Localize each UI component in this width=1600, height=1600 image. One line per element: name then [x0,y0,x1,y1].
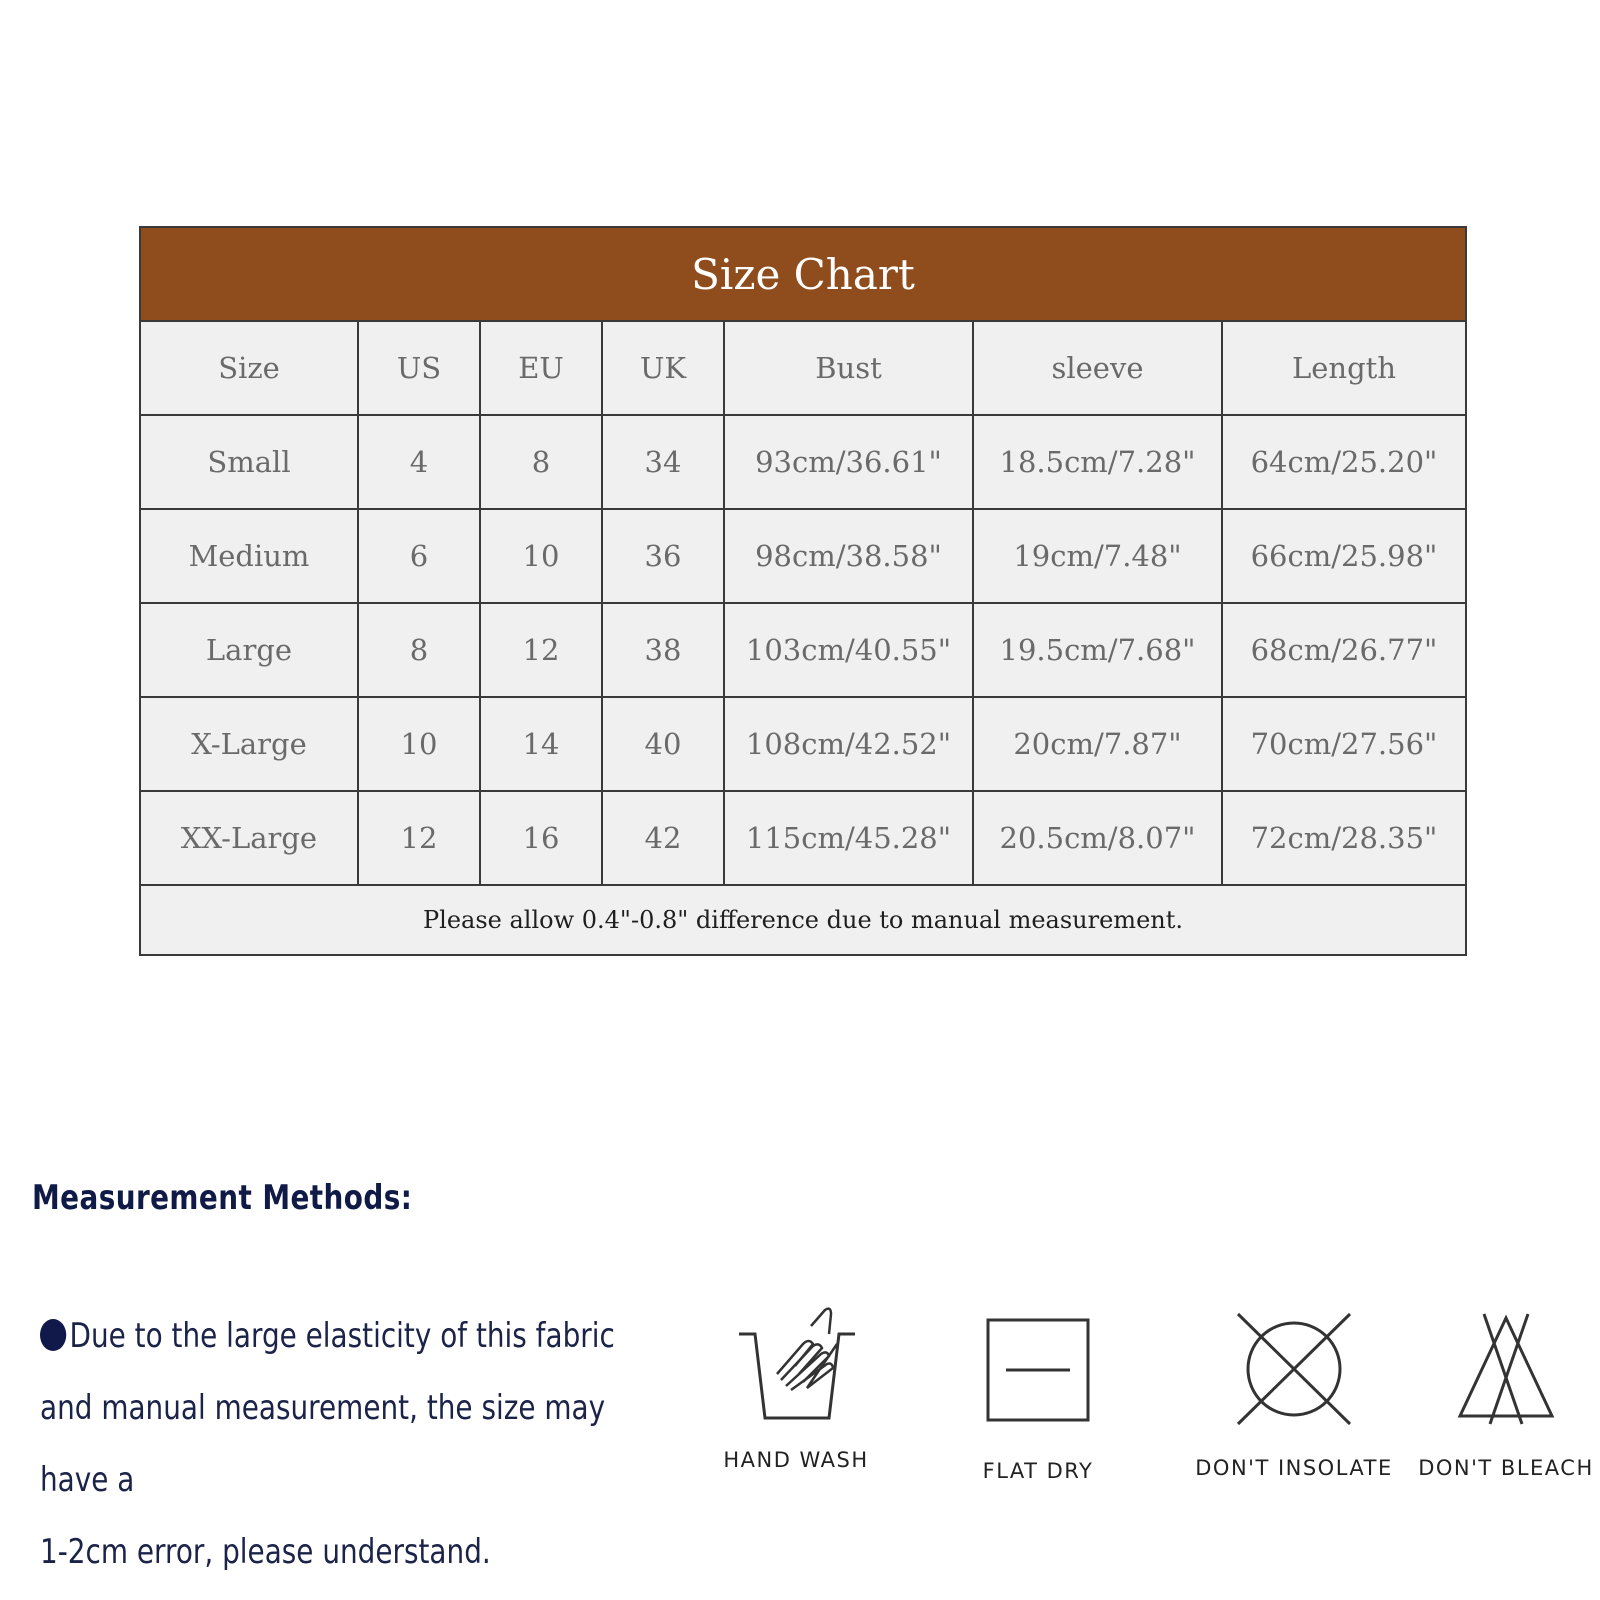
hand-wash-icon [731,1304,861,1424]
table-cell: 10 [358,697,480,791]
methods-line: Due to the large elasticity of this fabric [69,1316,615,1356]
table-cell: 20cm/7.87" [973,697,1222,791]
bullet-icon [40,1319,66,1351]
table-cell: 4 [358,415,480,509]
table-cell: 36 [602,509,724,603]
methods-title: Measurement Methods: [32,1178,413,1218]
measurement-note: Please allow 0.4"-0.8" difference due to manual measurement. [141,885,1465,954]
table-cell: 72cm/28.35" [1222,791,1465,885]
table-cell: 19.5cm/7.68" [973,603,1222,697]
header-cell-size: Size [141,322,358,415]
header-cell-us: US [358,322,480,415]
care-label: HAND WASH [723,1448,869,1472]
table-cell: 34 [602,415,724,509]
header-cell-sleeve: sleeve [973,322,1222,415]
care-label: DON'T BLEACH [1418,1456,1594,1480]
table-cell: Small [141,415,358,509]
table-row [141,697,1465,791]
note-row [141,885,1465,954]
table-cell: 6 [358,509,480,603]
methods-text [40,1300,680,1588]
size-chart-title: Size Chart [141,228,1465,322]
table-cell: 14 [480,697,602,791]
header-cell-bust: Bust [724,322,973,415]
table-cell: 10 [480,509,602,603]
table-cell: 42 [602,791,724,885]
care-label: FLAT DRY [982,1459,1094,1483]
table-row [141,509,1465,603]
table-cell: 103cm/40.55" [724,603,973,697]
table-cell: 38 [602,603,724,697]
care-label: DON'T INSOLATE [1195,1456,1393,1480]
dont-insolate-icon [1234,1312,1354,1426]
table-cell: 16 [480,791,602,885]
header-row [141,322,1465,415]
dont-bleach-icon [1456,1312,1556,1426]
table-cell: Medium [141,509,358,603]
table-cell: 12 [480,603,602,697]
table-row [141,603,1465,697]
size-table [141,322,1465,954]
table-cell: 108cm/42.52" [724,697,973,791]
header-cell-uk: UK [602,322,724,415]
table-cell: 8 [480,415,602,509]
care-item-dont-bleach [1418,1312,1594,1480]
care-item-hand-wash [716,1304,876,1472]
table-cell: XX-Large [141,791,358,885]
care-item-dont-insolate [1184,1312,1404,1480]
table-cell: 40 [602,697,724,791]
table-cell: 68cm/26.77" [1222,603,1465,697]
flat-dry-icon [986,1318,1090,1422]
table-cell: 19cm/7.48" [973,509,1222,603]
table-cell: Large [141,603,358,697]
table-cell: 115cm/45.28" [724,791,973,885]
table-cell: 93cm/36.61" [724,415,973,509]
table-cell: 64cm/25.20" [1222,415,1465,509]
care-item-flat-dry [958,1318,1118,1483]
methods-line: 1-2cm error, please understand. [40,1532,491,1572]
table-row [141,415,1465,509]
table-cell: 66cm/25.98" [1222,509,1465,603]
table-cell: 8 [358,603,480,697]
table-cell: 12 [358,791,480,885]
table-cell: 20.5cm/8.07" [973,791,1222,885]
table-cell: 98cm/38.58" [724,509,973,603]
header-cell-eu: EU [480,322,602,415]
header-cell-length: Length [1222,322,1465,415]
table-cell: 70cm/27.56" [1222,697,1465,791]
table-row [141,791,1465,885]
size-chart-table [139,226,1467,956]
table-cell: 18.5cm/7.28" [973,415,1222,509]
table-cell: X-Large [141,697,358,791]
methods-line: and manual measurement, the size may have a [40,1388,606,1500]
